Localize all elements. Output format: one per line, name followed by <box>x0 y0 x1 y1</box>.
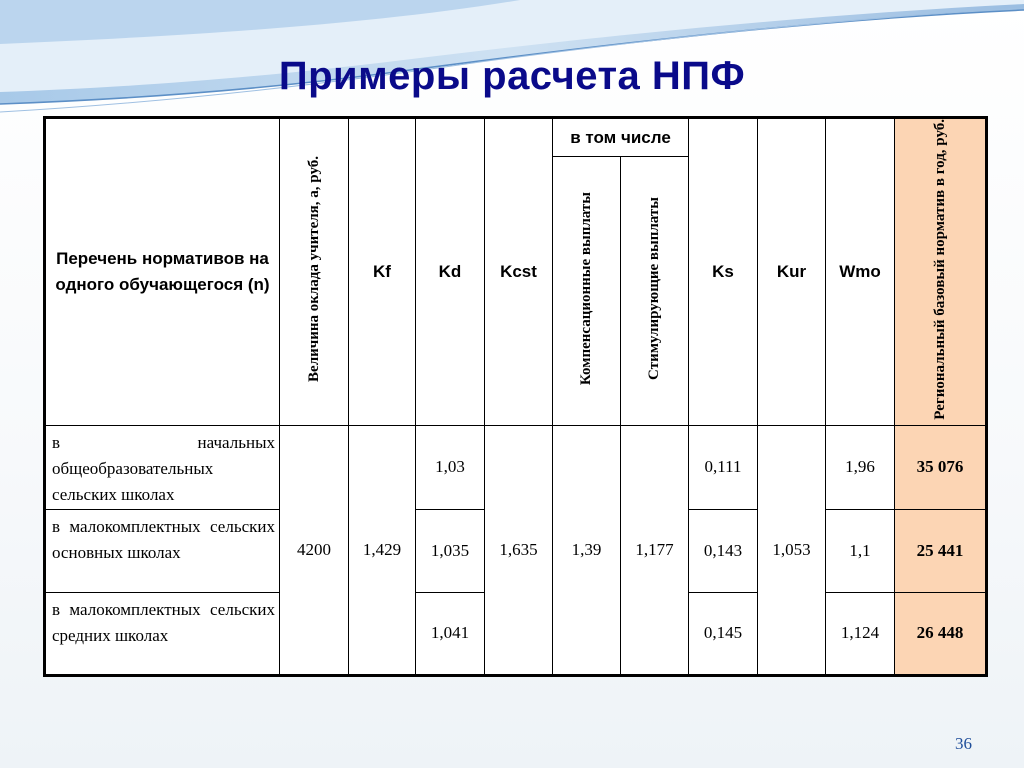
cell-kd: 1,03 <box>416 425 485 509</box>
cell-stim: 1,177 <box>621 425 689 675</box>
cell-comp: 1,39 <box>553 425 621 675</box>
cell-kd: 1,041 <box>416 592 485 675</box>
cell-salary: 4200 <box>280 425 349 675</box>
slide-title: Примеры расчета НПФ <box>278 54 746 98</box>
row-label: в малокомплектных сельских основных школах <box>45 509 280 592</box>
header-kf: Kf <box>349 118 416 426</box>
cell-total: 25 441 <box>895 509 987 592</box>
cell-wmo: 1,124 <box>826 592 895 675</box>
page-number: 36 <box>955 734 972 753</box>
cell-ks: 0,111 <box>689 425 758 509</box>
cell-kf: 1,429 <box>349 425 416 675</box>
cell-wmo: 1,96 <box>826 425 895 509</box>
cell-kd: 1,035 <box>416 509 485 592</box>
row-label: в малокомплектных сельских средних школах <box>45 592 280 675</box>
header-stim: Стимулирующие выплаты <box>621 157 689 426</box>
cell-ks: 0,145 <box>689 592 758 675</box>
cell-kur: 1,053 <box>758 425 826 675</box>
cell-wmo: 1,1 <box>826 509 895 592</box>
cell-total: 26 448 <box>895 592 987 675</box>
header-list: Перечень нормативов на одного обучающегося (n) <box>45 118 280 426</box>
header-wmo: Wmo <box>826 118 895 426</box>
header-salary: Величина оклада учителя, а, руб. <box>280 118 349 426</box>
header-ks: Ks <box>689 118 758 426</box>
cell-total: 35 076 <box>895 425 987 509</box>
header-kcst: Kcst <box>485 118 553 426</box>
table-row <box>45 425 987 509</box>
header-kd: Kd <box>416 118 485 426</box>
cell-ks: 0,143 <box>689 509 758 592</box>
header-kur: Kur <box>758 118 826 426</box>
cell-kcst: 1,635 <box>485 425 553 675</box>
calculation-table <box>43 116 988 677</box>
row-label: в начальных общеобразовательных сельских школах <box>45 425 280 509</box>
header-including: в том числе <box>553 118 689 157</box>
header-regional: Региональный базовый норматив в год, руб. <box>895 118 987 426</box>
header-comp: Компенсационные выплаты <box>553 157 621 426</box>
